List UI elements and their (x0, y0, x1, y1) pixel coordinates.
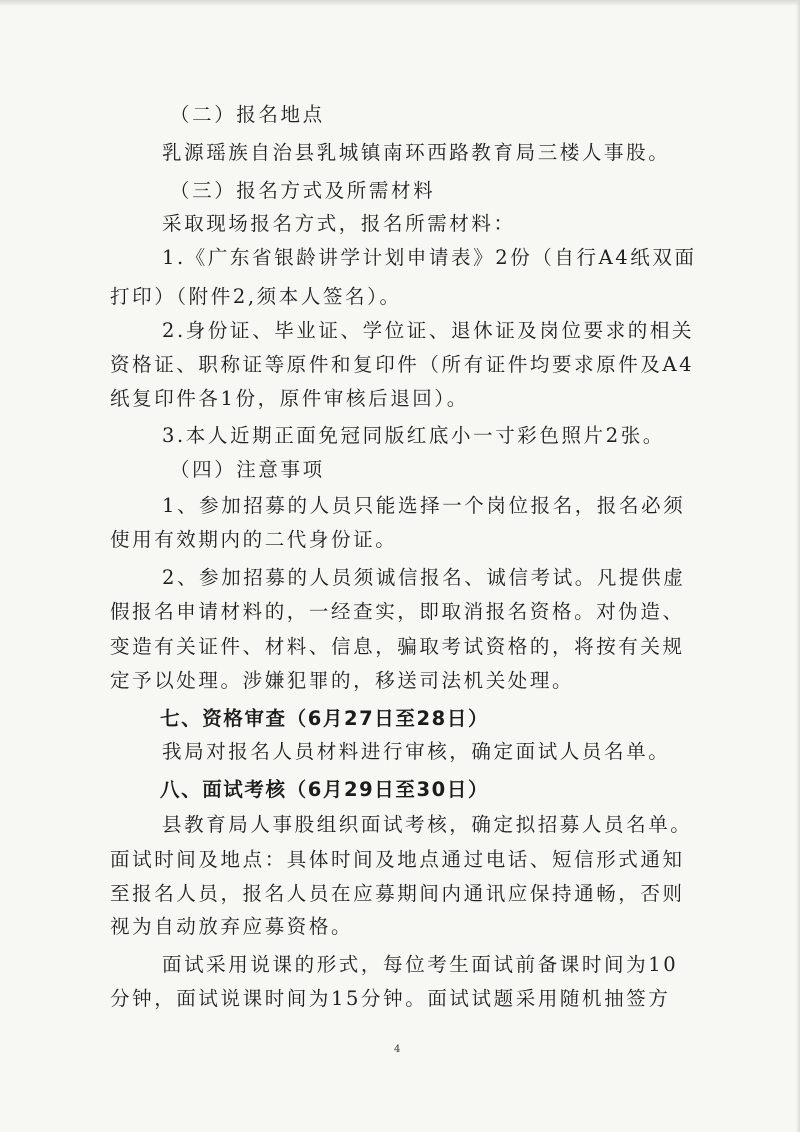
paragraph-line: 3.本人近期正面免冠同版红底小一寸彩色照片2张。 (162, 424, 665, 447)
scan-shadow-top (0, 0, 800, 6)
paragraph-line: 1、参加招募的人员只能选择一个岗位报名，报名必须 (162, 494, 686, 517)
paragraph-line: 我局对报名人员材料进行审核，确定面试人员名单。 (162, 740, 671, 763)
page-number: 4 (394, 1044, 401, 1055)
paragraph-line: 乳源瑶族自治县乳城镇南环西路教育局三楼人事股。 (162, 141, 671, 164)
paragraph-line: 视为自动放弃应募资格。 (110, 915, 354, 938)
subheading-registration-method: （三）报名方式及所需材料 (170, 179, 436, 202)
section-heading-interview: 八、面试考核（6月29日至30日） (160, 778, 490, 801)
paragraph-line: 纸复印件各1份，原件审核后退回）。 (110, 387, 469, 410)
paragraph-line: 假报名申请材料的，一经查实，即取消报名资格。对伪造、 (110, 600, 685, 623)
subheading-notes: （四）注意事项 (170, 458, 325, 481)
section-heading-qualification-review: 七、资格审查（6月27日至28日） (160, 707, 490, 730)
paragraph-line: 2、参加招募的人员须诚信报名、诚信考试。凡提供虚 (162, 566, 686, 589)
paragraph-line: 2.身份证、毕业证、学位证、退休证及岗位要求的相关 (162, 319, 695, 342)
paragraph-line: 至报名人员，报名人员在应募期间内通讯应保持通畅，否则 (110, 882, 685, 905)
paragraph-line: 打印）（附件2,须本人签名）。 (110, 285, 402, 308)
paragraph-line: 面试采用说课的形式，每位考生面试前备课时间为10 (162, 953, 679, 976)
paragraph-line: 分钟，面试说课时间为15分钟。面试试题采用随机抽签方 (110, 987, 671, 1010)
paragraph-line: 县教育局人事股组织面试考核，确定拟招募人员名单。 (162, 813, 693, 836)
paragraph-line: 面试时间及地点：具体时间及地点通过电话、短信形式通知 (110, 848, 685, 871)
paragraph-line: 定予以处理。涉嫌犯罪的，移送司法机关处理。 (110, 669, 575, 692)
paragraph-line: 1.《广东省银龄讲学计划申请表》2份（自行A4纸双面 (162, 246, 697, 269)
subheading-registration-location: （二）报名地点 (170, 103, 325, 126)
scan-shadow-right (796, 0, 800, 1132)
paragraph-line: 采取现场报名方式，报名所需材料： (162, 212, 516, 235)
paragraph-line: 变造有关证件、材料、信息，骗取考试资格的，将按有关规 (110, 635, 685, 658)
paragraph-line: 资格证、职称证等原件和复印件（所有证件均要求原件及A4 (110, 353, 695, 376)
paragraph-line: 使用有效期内的二代身份证。 (110, 528, 398, 551)
